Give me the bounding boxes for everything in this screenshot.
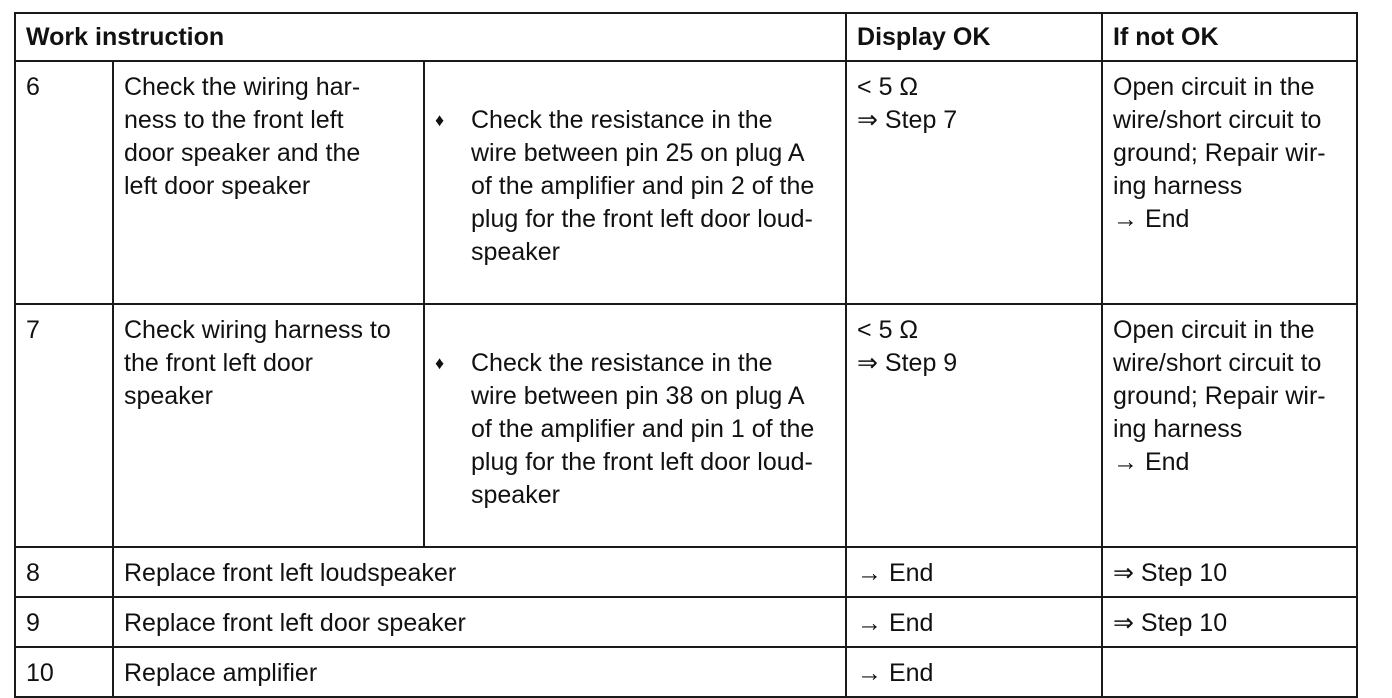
header-if-not-ok: If not OK [1102, 13, 1357, 61]
display-ok-value: < 5 Ω ⇒ Step 9 [846, 304, 1102, 547]
table-header-row [15, 13, 1357, 61]
if-not-ok-value [1102, 647, 1357, 697]
table-row [15, 61, 1357, 304]
step-number: 9 [15, 597, 113, 647]
detail-text: Check the resistance in the wire between pin 25 on plug A of the amplifier and pin 2 of the plug for the front left door loud- speaker [471, 106, 815, 266]
table-row [15, 597, 1357, 647]
diamond-bullet-icon: ♦ [435, 110, 445, 130]
step-number: 6 [15, 61, 113, 304]
table-row [15, 547, 1357, 597]
header-work-instruction: Work instruction [15, 13, 846, 61]
display-ok-value: → End [846, 647, 1102, 697]
detail-cell [424, 304, 846, 547]
header-display-ok: Display OK [846, 13, 1102, 61]
table-row [15, 304, 1357, 547]
display-ok-value: < 5 Ω ⇒ Step 7 [846, 61, 1102, 304]
if-not-ok-value: Open circuit in the wire/short circuit to ground; Repair wir- ing harness → End [1102, 304, 1357, 547]
display-ok-value: → End [846, 597, 1102, 647]
task-text: Replace front left loudspeaker [113, 547, 846, 597]
work-instruction-table [14, 12, 1358, 698]
task-text: Replace front left door speaker [113, 597, 846, 647]
detail-cell [424, 61, 846, 304]
task-text: Check the wiring har- ness to the front left door speaker and the left door speaker [113, 61, 424, 304]
diamond-bullet-icon: ♦ [435, 353, 445, 373]
if-not-ok-value: ⇒ Step 10 [1102, 597, 1357, 647]
task-text: Replace amplifier [113, 647, 846, 697]
step-number: 7 [15, 304, 113, 547]
table-row [15, 647, 1357, 697]
detail-text: Check the resistance in the wire between pin 38 on plug A of the amplifier and pin 1 of the plug for the front left door loud- speaker [471, 349, 815, 509]
display-ok-value: → End [846, 547, 1102, 597]
task-text: Check wiring harness to the front left door speaker [113, 304, 424, 547]
step-number: 8 [15, 547, 113, 597]
if-not-ok-value: ⇒ Step 10 [1102, 547, 1357, 597]
step-number: 10 [15, 647, 113, 697]
if-not-ok-value: Open circuit in the wire/short circuit to ground; Repair wir- ing harness → End [1102, 61, 1357, 304]
